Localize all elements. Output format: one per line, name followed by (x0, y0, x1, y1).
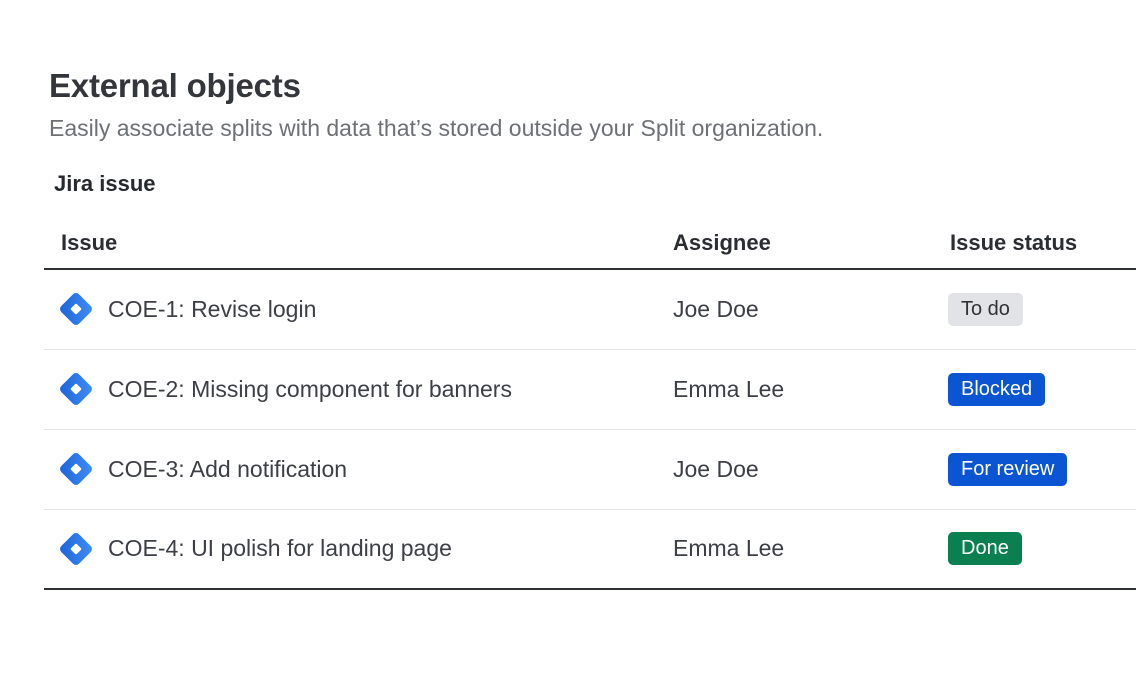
status-badge: For review (948, 453, 1067, 486)
jira-issue-icon (57, 290, 95, 328)
status-badge: Done (948, 532, 1022, 565)
issue-title: COE-1: Revise login (108, 295, 317, 322)
issue-cell (44, 530, 673, 568)
page-title: External objects (49, 67, 301, 104)
issue-cell (44, 450, 673, 488)
issue-title: COE-4: UI polish for landing page (108, 535, 452, 562)
assignee-cell: Emma Lee (673, 375, 785, 402)
jira-issue-icon (57, 450, 95, 488)
column-header-issue: Issue (61, 230, 118, 256)
status-cell (948, 453, 1136, 486)
jira-issue-section-label: Jira issue (54, 171, 156, 197)
status-cell (948, 293, 1136, 326)
column-header-issue-status: Issue status (950, 230, 1078, 256)
status-cell (948, 373, 1136, 406)
jira-issue-icon (57, 530, 95, 568)
assignee-cell: Joe Doe (673, 295, 759, 322)
column-header-assignee: Assignee (673, 230, 771, 256)
issue-cell (44, 290, 673, 328)
assignee-cell: Joe Doe (673, 455, 759, 482)
table-row[interactable] (44, 270, 1136, 350)
jira-issues-table (44, 219, 1136, 590)
assignee-cell: Emma Lee (673, 535, 785, 562)
status-badge: Blocked (948, 373, 1045, 406)
issue-cell (44, 370, 673, 408)
table-header-row (44, 219, 1136, 270)
status-badge: To do (948, 293, 1023, 326)
issue-title: COE-3: Add notification (108, 455, 348, 482)
table-row[interactable] (44, 430, 1136, 510)
page-subtitle: Easily associate splits with data that’s stored outside your Split organization. (49, 115, 824, 142)
status-cell (948, 532, 1136, 565)
jira-issue-icon (57, 370, 95, 408)
table-row[interactable] (44, 350, 1136, 430)
table-row[interactable] (44, 510, 1136, 590)
issue-title: COE-2: Missing component for banners (108, 375, 512, 402)
